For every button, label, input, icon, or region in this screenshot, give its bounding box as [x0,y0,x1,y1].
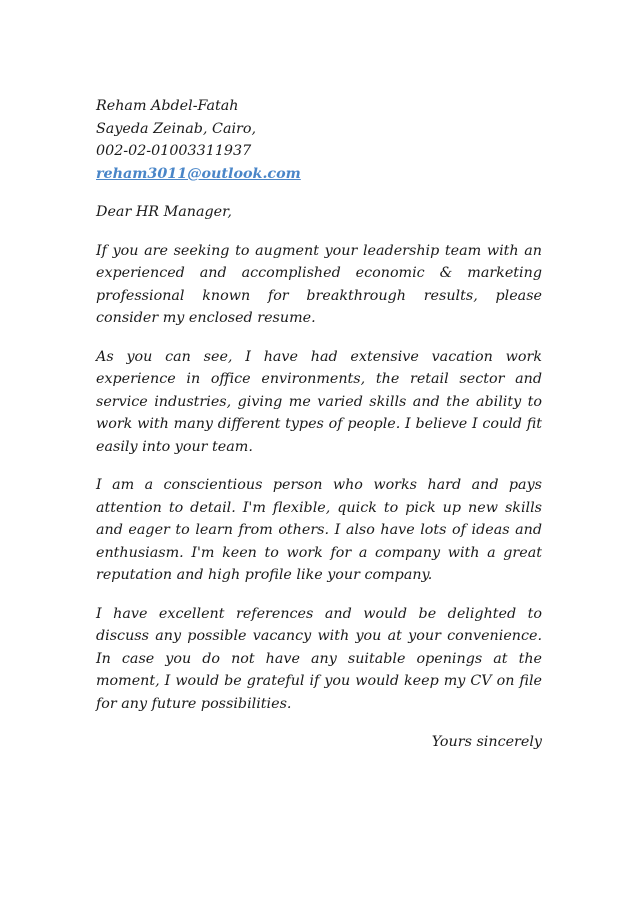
sender-name: Reham Abdel-Fatah [96,98,239,114]
sender-address: Sayeda Zeinab, Cairo, [96,120,257,137]
sender-block [96,95,542,185]
paragraph-references: I have excellent references and would be delighted to discuss any possible vacancy with you at your convenience. In case you do not have any suitable openings at the moment, I would be grateful if you would keep my CV on file for any future possibilities. [96,605,542,712]
paragraph-experience: As you can see, I have had extensive vacation work experience in office environments, the retail sector and service industries, giving me varied skills and the ability to work with many different types of people. I believe I could fit easily into your team. [96,348,542,455]
sender-phone: 002-02-01003311937 [96,143,252,159]
greeting: Dear HR Manager, [96,204,232,220]
paragraph-personality: I am a conscientious person who works hard and pays attention to detail. I'm flexible, quick to pick up new skills and eager to learn from others. I also have lots of ideas and enthusiasm. I'm keen to work for a company with a great reputation and high profile like your company. [96,477,542,583]
sender-email-link[interactable]: reham3011@outlook.com [96,165,301,182]
letter-body [96,95,542,754]
paragraph-intro: If you are seeking to augment your leadership team with an experienced and accomplished economic & marketing professional known for breakthrough results, please consider my enclosed resume. [96,242,542,326]
closing: Yours sincerely [431,734,542,750]
